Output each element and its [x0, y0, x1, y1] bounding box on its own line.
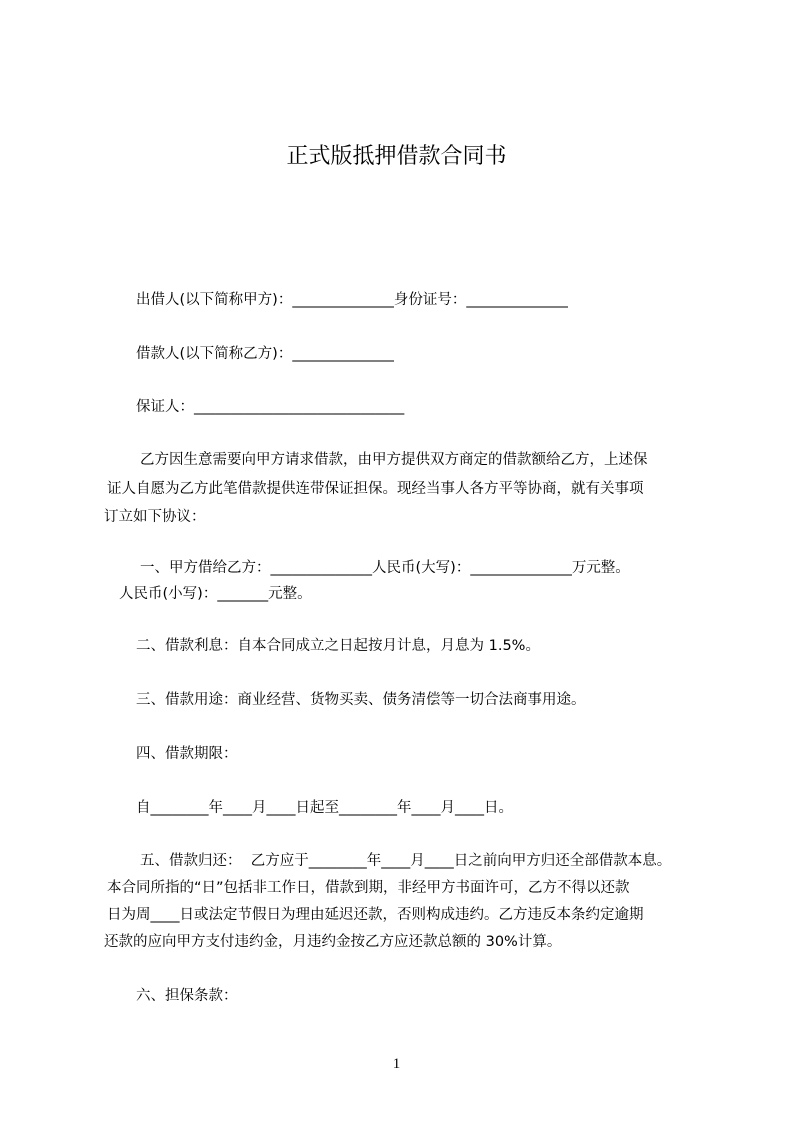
- clause-1-line-1: 一、甲方借给乙方：______________人民币(大写)：______________万元整。: [140, 560, 630, 576]
- clause-1-line-2: 人民币(小写)：_______元整。: [119, 586, 312, 602]
- document-title: 正式版抵押借款合同书: [286, 144, 507, 169]
- page-number: 1: [392, 1056, 401, 1072]
- clause-5-line-3: 日为周____日或法定节假日为理由延迟还款，否则构成违约。乙方违反本条约定逾期: [107, 907, 644, 923]
- clause-6-guarantee-heading: 六、担保条款：: [136, 988, 238, 1004]
- clause-4-term-dates: 自________年____月____日起至________年____月____日。: [136, 800, 513, 816]
- clause-5-line-2: 本合同所指的“日”包括非工作日，借款到期，非经甲方书面许可，乙方不得以还款: [107, 880, 630, 896]
- clause-4-term-heading: 四、借款期限：: [136, 746, 238, 762]
- lender-line: 出借人(以下简称甲方)：______________身份证号：______________: [136, 292, 568, 308]
- clause-2-interest: 二、借款利息：自本合同成立之日起按月计息，月息为 1.5%。: [136, 638, 540, 654]
- borrower-line: 借款人(以下简称乙方)：______________: [136, 346, 394, 362]
- clause-3-purpose: 三、借款用途：商业经营、货物买卖、债务清偿等一切合法商事用途。: [136, 692, 586, 708]
- guarantor-line: 保证人：_____________________________: [136, 399, 405, 415]
- preamble-line-1: 乙方因生意需要向甲方请求借款，由甲方提供双方商定的借款额给乙方，上述保: [140, 452, 648, 468]
- clause-5-line-1: 五、借款归还： 乙方应于________年____月____日之前向甲方归还全部借款本息。: [140, 853, 672, 869]
- preamble-line-2: 证人自愿为乙方此笔借款提供连带保证担保。现经当事人各方平等协商，就有关事项: [107, 481, 644, 497]
- preamble-line-3: 订立如下协议：: [104, 509, 206, 525]
- clause-5-line-4: 还款的应向甲方支付违约金，月违约金按乙方应还款总额的 30%计算。: [104, 934, 562, 950]
